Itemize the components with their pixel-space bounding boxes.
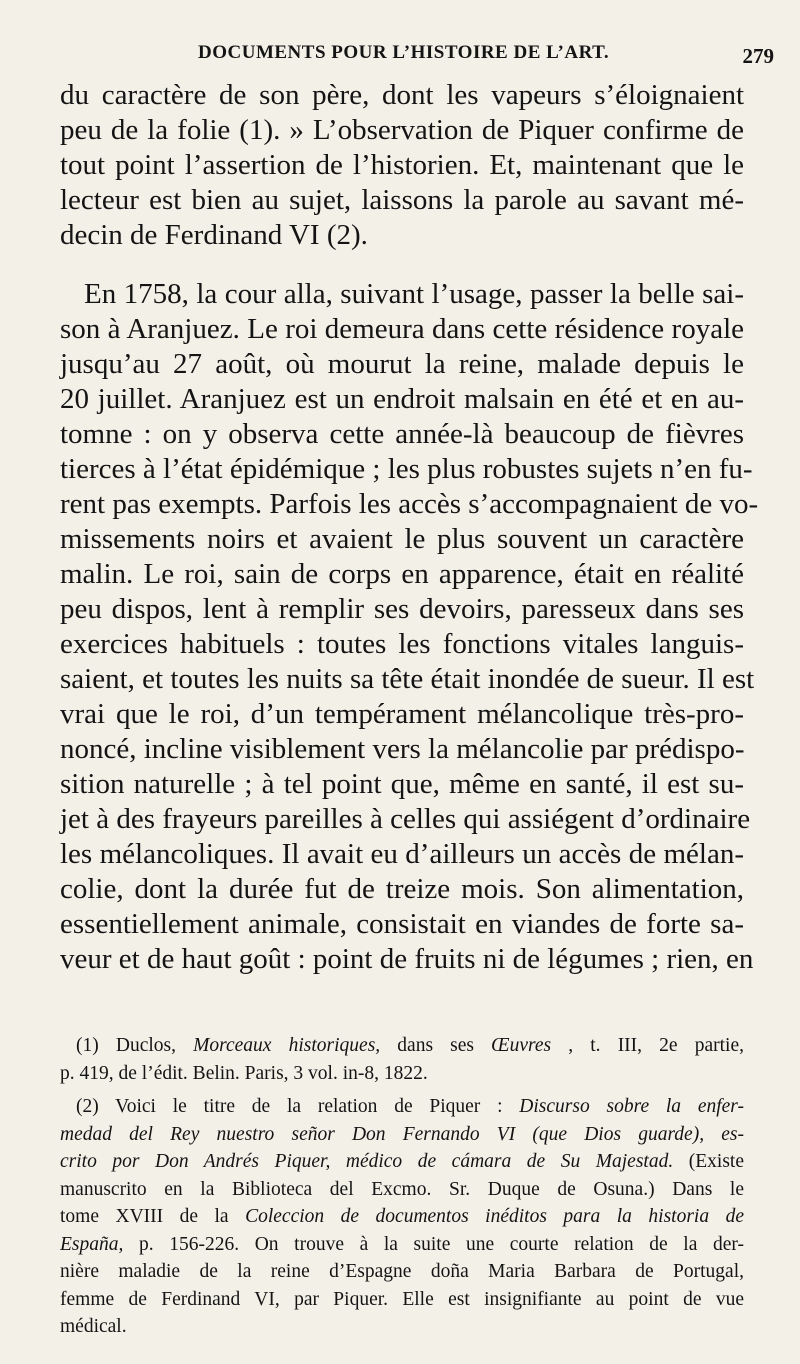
body-line: colie, dont la durée fut de treize mois. Son alimentation, [60,873,744,905]
footnote-2-text: (2) Voici le titre de la relation de Piquer : [76,1096,520,1117]
footnotes [60,1032,744,1341]
running-header [60,40,774,74]
footnote-2-italic: crito por Don Andrés Piquer, médico de cámara de Su Majestad. [60,1151,674,1172]
body-line: peu de la folie (1). » L’observation de Piquer confirme de [60,114,744,146]
running-title: DOCUMENTS POUR L’HISTOIRE DE L’ART. [198,42,610,63]
body-line: malin. Le roi, sain de corps en apparence, était en réalité [60,558,744,590]
body-line: jusqu’au 27 août, où mourut la reine, malade depuis le [60,348,744,380]
body-line: peu dispos, lent à remplir ses devoirs, paresseux dans ses [60,593,744,625]
body-line: jet à des frayeurs pareilles à celles qui assiégent d’ordinaire [60,803,751,835]
footnote-2-line [60,1203,744,1231]
footnote-2-line: medad del Rey nuestro señor Don Fernando VI (que Dios guarde), es- [60,1123,744,1145]
body-line: veur et de haut goût : point de fruits ni de légumes ; rien, en [60,943,754,975]
body-line: sition naturelle ; à tel point que, même en santé, il est su- [60,768,744,800]
footnote-1-marker-text: (1) Duclos, [76,1035,194,1056]
footnote-2-line [60,1231,744,1259]
body-line: En 1758, la cour alla, suivant l’usage, passer la belle sai- [84,278,744,310]
footnote-2-line: femme de Ferdinand VI, par Piquer. Elle est insignifiante au point de vue [60,1288,744,1310]
footnote-2-line: nière maladie de la reine d’Espagne doña Maria Barbara de Portugal, [60,1261,744,1282]
footnote-2-line: médical. [60,1316,127,1337]
footnote-1-text: , t. III, 2e partie, [551,1035,744,1056]
footnote-2-text: tome XVIII de la [60,1206,246,1227]
footnote-2-italic: España, [60,1233,124,1255]
paragraph-break [60,253,744,277]
body-line: essentiellement animale, consistait en viandes de forte sa- [60,908,744,940]
body-line: son à Aranjuez. Le roi demeura dans cette résidence royale [60,313,744,345]
body-text [60,78,759,977]
body-line: tierces à l’état épidémique ; les plus robustes sujets n’en fu- [60,453,753,485]
body-line: 20 juillet. Aranjuez est un endroit malsain en été et en au- [60,383,744,415]
footnote-1-work-title: Morceaux historiques, [193,1035,381,1056]
body-line: les mélancoliques. Il avait eu d’ailleurs un accès de mélan- [60,838,744,870]
footnote-1-line [60,1032,744,1060]
page-number: 279 [742,44,774,68]
footnote-1-line: p. 419, de l’édit. Belin. Paris, 3 vol. in-8, 1822. [60,1062,428,1084]
footnote-2-italic: Coleccion de documentos inéditos para la historia de [245,1206,744,1227]
body-line: lecteur est bien au sujet, laissons la parole au savant mé- [60,184,744,216]
footnote-2-text: (Existe [673,1151,745,1172]
body-line: tomne : on y observa cette année-là beaucoup de fièvres [60,418,744,450]
body-line: missements noirs et avaient le plus souvent un caractère [60,523,744,555]
body-line: tout point l’assertion de l’historien. Et, maintenant que le [60,149,744,181]
body-line: saient, et toutes les nuits sa tête était inondée de sueur. Il est [60,663,755,695]
footnote-2-text: p. 156-226. On trouve à la suite une courte relation de la der- [123,1233,744,1255]
footnote-1-text: dans ses [380,1035,492,1056]
footnote-1-oeuvres: Œuvres [491,1035,552,1056]
body-line: noncé, incline visiblement vers la mélancolie par prédispo- [60,733,745,765]
body-line: vrai que le roi, d’un tempérament mélancolique très-pro- [60,698,744,730]
body-line: decin de Ferdinand VI (2). [60,219,368,251]
footnote-2-line [60,1148,744,1176]
footnote-2-italic: Discurso sobre la enfer- [519,1096,744,1117]
footnote-2-line [60,1093,744,1121]
body-line: du caractère de son père, dont les vapeurs s’éloignaient [60,79,744,111]
footnote-2-line: manuscrito en la Biblioteca del Excmo. Sr. Duque de Osuna.) Dans le [60,1178,744,1200]
body-line: rent pas exempts. Parfois les accès s’accompagnaient de vo- [60,488,759,520]
body-line: exercices habituels : toutes les fonctions vitales languis- [60,628,744,660]
